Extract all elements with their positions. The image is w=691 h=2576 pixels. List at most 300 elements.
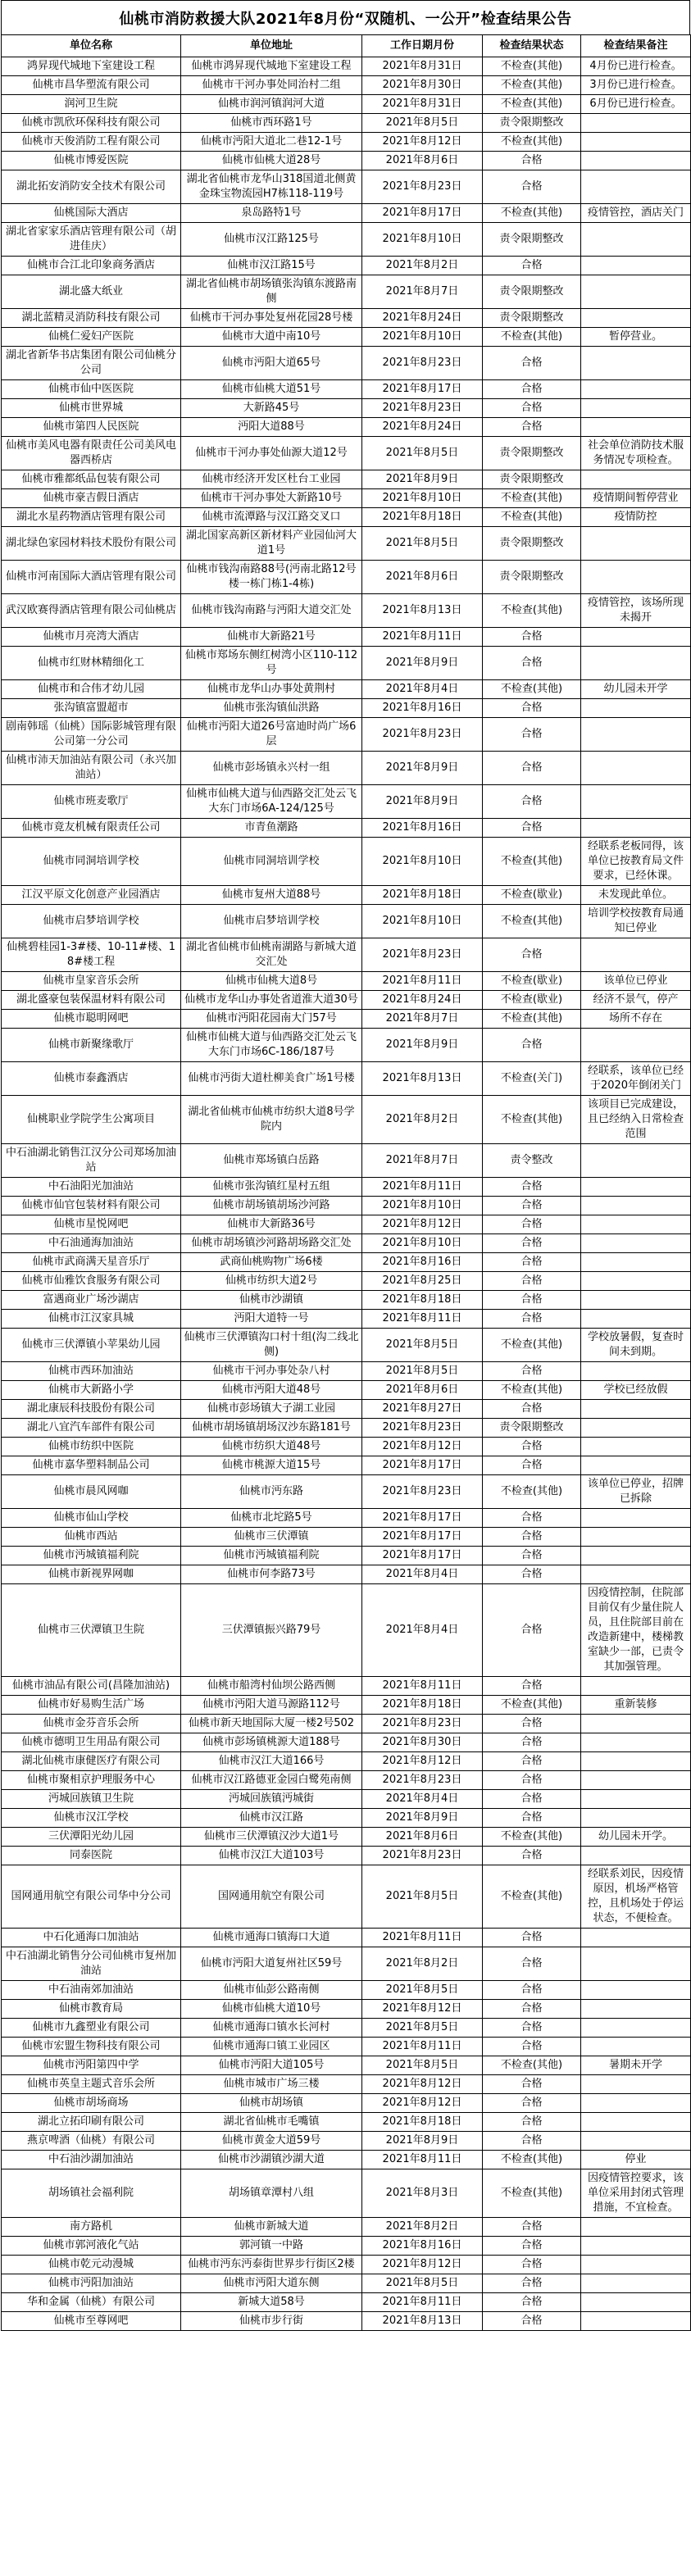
cell-unit-name: 仙桃市昌华塑流有限公司: [2, 76, 181, 95]
cell-result-status: 不检查(其他): [483, 1828, 581, 1847]
cell-result-status: 合格: [483, 2218, 581, 2237]
cell-work-date: 2021年8月23日: [362, 170, 483, 204]
cell-work-date: 2021年8月10日: [362, 328, 483, 347]
cell-unit-address: 仙桃市复州大道88号: [181, 886, 362, 905]
cell-work-date: 2021年8月12日: [362, 2075, 483, 2094]
cell-work-date: 2021年8月12日: [362, 1215, 483, 1234]
cell-unit-name: 仙桃市仙山学校: [2, 1509, 181, 1528]
cell-work-date: 2021年8月10日: [362, 1234, 483, 1253]
cell-unit-name: 剧南韩瑶（仙桃）国际影城管理有限公司第一分公司: [2, 718, 181, 752]
table-row: [2, 1400, 691, 1419]
cell-result-remark: [581, 1215, 691, 1234]
cell-result-remark: [581, 938, 691, 972]
cell-result-status: 不检查(其他): [483, 508, 581, 527]
cell-work-date: 2021年8月11日: [362, 1178, 483, 1197]
cell-unit-address: 湖北国家高新区新材料产业园仙河大道1号: [181, 527, 362, 561]
cell-work-date: 2021年8月5日: [362, 2274, 483, 2293]
cell-unit-name: 仙桃市乾元动漫城: [2, 2256, 181, 2274]
table-row: [2, 905, 691, 938]
cell-result-status: 合格: [483, 1029, 581, 1062]
cell-result-status: 合格: [483, 2094, 581, 2113]
cell-work-date: 2021年8月18日: [362, 1696, 483, 1715]
cell-result-status: 合格: [483, 170, 581, 204]
cell-unit-name: 湖北蓝精灵消防科技有限公司: [2, 309, 181, 328]
cell-unit-name: 润河卫生院: [2, 95, 181, 114]
cell-unit-address: 仙桃市船湾村仙坝公路西侧: [181, 1677, 362, 1696]
cell-unit-address: 仙桃市干河办事处仙源大道12号: [181, 437, 362, 470]
cell-unit-name: 三伏潭阳光幼儿园: [2, 1828, 181, 1847]
cell-unit-address: 仙桃市干河办事处复州花园28号楼: [181, 309, 362, 328]
table-row: [2, 838, 691, 886]
cell-result-status: 合格: [483, 380, 581, 399]
table-row: [2, 2237, 691, 2256]
table-row: [2, 1509, 691, 1528]
cell-unit-name: 仙桃市晨风网咖: [2, 1475, 181, 1509]
cell-unit-name: 中石油通海加油站: [2, 1234, 181, 1253]
cell-unit-address: 仙桃市沙湖镇: [181, 1291, 362, 1310]
cell-result-remark: [581, 1253, 691, 1272]
cell-result-remark: [581, 2218, 691, 2237]
cell-unit-name: 湖北立拓印刷有限公司: [2, 2113, 181, 2132]
cell-unit-name: 仙桃市同洞培训学校: [2, 838, 181, 886]
cell-work-date: 2021年8月23日: [362, 1419, 483, 1438]
cell-work-date: 2021年8月16日: [362, 699, 483, 718]
cell-result-status: 责令限期整改: [483, 437, 581, 470]
cell-result-remark: 经济不景气，停产: [581, 991, 691, 1010]
table-row: [2, 170, 691, 204]
cell-work-date: 2021年8月12日: [362, 2256, 483, 2274]
cell-result-status: 不检查(其他): [483, 328, 581, 347]
cell-result-remark: [581, 1362, 691, 1381]
cell-result-remark: [581, 309, 691, 328]
cell-work-date: 2021年8月11日: [362, 1310, 483, 1329]
table-row: [2, 1381, 691, 1400]
cell-unit-name: 仙桃市泰鑫酒店: [2, 1062, 181, 1096]
header-result-remark: 检查结果备注: [581, 35, 691, 57]
cell-result-status: 合格: [483, 1752, 581, 1771]
cell-result-remark: [581, 2019, 691, 2038]
cell-work-date: 2021年8月11日: [362, 972, 483, 991]
cell-unit-name: 仙桃市仙雅饮食服务有限公司: [2, 1272, 181, 1291]
cell-unit-address: 仙桃市胡场镇胡场沙河路: [181, 1197, 362, 1215]
cell-work-date: 2021年8月18日: [362, 1291, 483, 1310]
cell-result-status: 不检查(其他): [483, 594, 581, 628]
cell-unit-address: 仙桃市胡场镇沙河路胡场路交汇处: [181, 1234, 362, 1253]
table-row: [2, 2274, 691, 2293]
cell-result-remark: [581, 1771, 691, 1790]
table-row: [2, 1272, 691, 1291]
cell-unit-name: 仙桃市大新路小学: [2, 1381, 181, 1400]
cell-unit-name: 仙桃市沛天加油站有限公司（永兴加油站）: [2, 752, 181, 785]
table-row: [2, 1929, 691, 1947]
cell-result-status: 合格: [483, 2274, 581, 2293]
cell-result-remark: 幼儿园未开学。: [581, 1828, 691, 1847]
cell-unit-address: 仙桃市新天地国际大厦一楼2号502: [181, 1715, 362, 1733]
cell-result-remark: [581, 470, 691, 489]
cell-result-status: 合格: [483, 1197, 581, 1215]
cell-result-remark: [581, 2038, 691, 2056]
cell-unit-address: 仙桃市通海口镇水长河村: [181, 2019, 362, 2038]
cell-unit-address: 仙桃市沔阳大道北二巷12-1号: [181, 133, 362, 152]
cell-unit-name: 仙桃市九鑫塑业有限公司: [2, 2019, 181, 2038]
cell-result-status: 合格: [483, 1929, 581, 1947]
cell-unit-name: 仙桃市西环加油站: [2, 1362, 181, 1381]
cell-result-remark: [581, 223, 691, 257]
cell-result-status: 不检查(其他): [483, 1696, 581, 1715]
table-row: [2, 418, 691, 437]
cell-unit-name: 华和金属（仙桃）有限公司: [2, 2293, 181, 2312]
cell-result-status: 合格: [483, 1584, 581, 1677]
cell-unit-name: 燕京啤酒（仙桃）有限公司: [2, 2132, 181, 2151]
cell-result-remark: 暂停营业。: [581, 328, 691, 347]
cell-result-remark: 学校放暑假，复查时间未到期。: [581, 1329, 691, 1362]
cell-unit-address: 仙桃市沔阳大道105号: [181, 2056, 362, 2075]
table-body: [2, 57, 691, 2331]
cell-result-status: 责令限期整改: [483, 275, 581, 309]
cell-work-date: 2021年8月5日: [362, 2019, 483, 2038]
cell-work-date: 2021年8月10日: [362, 489, 483, 508]
cell-work-date: 2021年8月11日: [362, 1677, 483, 1696]
table-row: [2, 1528, 691, 1547]
cell-work-date: 2021年8月11日: [362, 1929, 483, 1947]
table-row: [2, 1715, 691, 1733]
cell-result-remark: [581, 2132, 691, 2151]
table-row: [2, 399, 691, 418]
table-row: [2, 1291, 691, 1310]
table-row: [2, 1362, 691, 1381]
table-row: [2, 328, 691, 347]
cell-result-status: 不检查(关门): [483, 1062, 581, 1096]
cell-unit-name: 中石化通海口加油站: [2, 1929, 181, 1947]
cell-work-date: 2021年8月6日: [362, 152, 483, 170]
cell-work-date: 2021年8月11日: [362, 2293, 483, 2312]
cell-result-status: 合格: [483, 647, 581, 680]
cell-result-remark: [581, 1752, 691, 1771]
table-row: [2, 1010, 691, 1029]
cell-result-status: 不检查(其他): [483, 1096, 581, 1144]
cell-unit-name: 仙桃市美风电器有限责任公司美风电器西桥店: [2, 437, 181, 470]
cell-unit-address: 仙桃市干河办事处同治村二组: [181, 76, 362, 95]
cell-unit-address: 仙桃市通海口镇工业园区: [181, 2038, 362, 2056]
cell-result-status: 合格: [483, 1809, 581, 1828]
cell-unit-name: 仙桃市德明卫生用品有限公司: [2, 1733, 181, 1752]
cell-result-remark: 经联系，该单位已经于2020年倒闭关门: [581, 1062, 691, 1096]
cell-result-remark: [581, 2274, 691, 2293]
cell-result-remark: 重新装修: [581, 1696, 691, 1715]
table-row: [2, 2132, 691, 2151]
cell-result-status: 合格: [483, 257, 581, 275]
cell-result-status: 不检查(其他): [483, 76, 581, 95]
cell-result-remark: 暑期未开学: [581, 2056, 691, 2075]
table-row: [2, 2113, 691, 2132]
cell-unit-address: 仙桃市三伏潭镇沟口村十组(沟二线北侧): [181, 1329, 362, 1362]
table-row: [2, 2151, 691, 2169]
cell-unit-address: 仙桃市龙华山办事处省道淮大道30号: [181, 991, 362, 1010]
table-row: [2, 1197, 691, 1215]
cell-unit-address: 仙桃市郑场东侧红树湾小区110-112号: [181, 647, 362, 680]
cell-unit-name: 南方路机: [2, 2218, 181, 2237]
cell-unit-address: 仙桃市沙湖镇沙湖大道: [181, 2151, 362, 2169]
table-row: [2, 347, 691, 380]
cell-unit-address: 大新路45号: [181, 399, 362, 418]
table-row: [2, 1215, 691, 1234]
cell-unit-address: 仙桃市张沟镇红星村五组: [181, 1178, 362, 1197]
table-row: [2, 1234, 691, 1253]
cell-unit-name: 同泰医院: [2, 1847, 181, 1865]
cell-unit-address: 仙桃市经济开发区杜台工业园: [181, 470, 362, 489]
cell-unit-address: 仙桃市黄金大道59号: [181, 2132, 362, 2151]
cell-unit-address: 仙桃市沔东路: [181, 1475, 362, 1509]
cell-result-remark: 未发现此单位。: [581, 886, 691, 905]
cell-result-remark: [581, 2256, 691, 2274]
cell-result-remark: [581, 380, 691, 399]
cell-unit-name: 仙桃市新视界网咖: [2, 1565, 181, 1584]
cell-work-date: 2021年8月5日: [362, 527, 483, 561]
cell-unit-name: 仙桃市郭河液化气站: [2, 2237, 181, 2256]
cell-result-remark: [581, 1234, 691, 1253]
cell-unit-address: 武商仙桃购物广场6楼: [181, 1253, 362, 1272]
cell-result-remark: [581, 1565, 691, 1584]
table-row: [2, 1329, 691, 1362]
cell-result-remark: [581, 2113, 691, 2132]
cell-result-remark: [581, 2094, 691, 2113]
cell-result-remark: [581, 1144, 691, 1178]
cell-unit-name: 胡场镇社会福利院: [2, 2169, 181, 2218]
cell-work-date: 2021年8月30日: [362, 76, 483, 95]
cell-result-status: 不检查(歇业): [483, 972, 581, 991]
cell-result-remark: 因疫情控制，住院部目前仅有少量住院人员，且住院部目前在改造新建中，楼梯教室缺少一部，已责令其加强管理。: [581, 1584, 691, 1677]
header-result-status: 检查结果状态: [483, 35, 581, 57]
table-row: [2, 1847, 691, 1865]
cell-result-status: 合格: [483, 1947, 581, 1981]
cell-unit-name: 仙桃市教育局: [2, 2000, 181, 2019]
cell-result-remark: [581, 1272, 691, 1291]
cell-result-status: 合格: [483, 2113, 581, 2132]
cell-result-remark: [581, 1419, 691, 1438]
cell-result-remark: [581, 527, 691, 561]
cell-unit-address: 仙桃市仙桃大道28号: [181, 152, 362, 170]
cell-work-date: 2021年8月30日: [362, 1733, 483, 1752]
table-row: [2, 1475, 691, 1509]
cell-result-status: 合格: [483, 347, 581, 380]
cell-unit-address: 仙桃市纺织大道48号: [181, 1438, 362, 1456]
cell-work-date: 2021年8月2日: [362, 1947, 483, 1981]
cell-work-date: 2021年8月6日: [362, 561, 483, 594]
cell-unit-address: 仙桃市郑场镇白岳路: [181, 1144, 362, 1178]
cell-unit-name: 湖北仙桃市康健医疗有限公司: [2, 1752, 181, 1771]
cell-unit-address: 仙桃市仙桃大道与仙西路交汇处云飞大东门市场6A-124/125号: [181, 785, 362, 819]
cell-result-status: 合格: [483, 399, 581, 418]
cell-unit-name: 仙桃市武商满天星音乐厅: [2, 1253, 181, 1272]
table-row: [2, 1584, 691, 1677]
cell-unit-name: 湖北康辰科技股份有限公司: [2, 1400, 181, 1419]
table-row: [2, 938, 691, 972]
cell-work-date: 2021年8月17日: [362, 204, 483, 223]
cell-result-remark: [581, 418, 691, 437]
table-row: [2, 508, 691, 527]
cell-work-date: 2021年8月5日: [362, 1362, 483, 1381]
cell-result-status: 责令限期整改: [483, 114, 581, 133]
cell-result-remark: [581, 1790, 691, 1809]
cell-result-status: 不检查(其他): [483, 95, 581, 114]
table-row: [2, 680, 691, 699]
cell-result-remark: 经联系刘民，因疫情原因，机场严格管控，且机场处于停运状态，不便检查。: [581, 1865, 691, 1929]
table-row: [2, 991, 691, 1010]
cell-result-status: 合格: [483, 785, 581, 819]
cell-result-remark: [581, 170, 691, 204]
cell-unit-name: 仙桃碧桂园1-3#楼、10-11#楼、18#楼工程: [2, 938, 181, 972]
table-row: [2, 1419, 691, 1438]
table-row: [2, 2038, 691, 2056]
cell-unit-address: 仙桃市新城大道: [181, 2218, 362, 2237]
cell-result-status: 合格: [483, 1291, 581, 1310]
cell-result-status: 合格: [483, 1565, 581, 1584]
cell-result-remark: [581, 2237, 691, 2256]
table-row: [2, 2218, 691, 2237]
cell-unit-address: 仙桃市张沟镇仙洪路: [181, 699, 362, 718]
cell-unit-address: 仙桃市北坨路5号: [181, 1509, 362, 1528]
cell-result-remark: 学校已经放假: [581, 1381, 691, 1400]
cell-unit-name: 湖北拓安消防安全技术有限公司: [2, 170, 181, 204]
cell-unit-name: 湖北绿色家园材料技术股份有限公司: [2, 527, 181, 561]
cell-unit-name: 国网通用航空有限公司华中分公司: [2, 1865, 181, 1929]
cell-unit-name: 仙桃仁爱妇产医院: [2, 328, 181, 347]
cell-unit-name: 仙桃市嘉华塑料制品公司: [2, 1456, 181, 1475]
cell-unit-address: 仙桃市三伏潭镇汉沙大道1号: [181, 1828, 362, 1847]
cell-unit-address: 仙桃市沔阳大道东侧: [181, 2274, 362, 2293]
cell-unit-address: 湖北省仙桃市胡场镇张沟镇东渡路南侧: [181, 275, 362, 309]
cell-unit-address: 仙桃市干河办事处杂八村: [181, 1362, 362, 1381]
cell-unit-address: 仙桃市汉江路15号: [181, 257, 362, 275]
cell-unit-address: 仙桃市仙桃大道与仙西路交汇处云飞大东门市场6C-186/187号: [181, 1029, 362, 1062]
cell-result-remark: 因疫情管控要求，该单位采用封闭式管理措施，不宜检查。: [581, 2169, 691, 2218]
cell-work-date: 2021年8月12日: [362, 1438, 483, 1456]
cell-unit-address: 仙桃市钱沟南路与沔阳大道交汇处: [181, 594, 362, 628]
cell-unit-name: 张沟镇富盟超市: [2, 699, 181, 718]
cell-result-status: 合格: [483, 1215, 581, 1234]
cell-result-status: 不检查(其他): [483, 1381, 581, 1400]
cell-result-status: 不检查(其他): [483, 838, 581, 886]
table-row: [2, 470, 691, 489]
cell-unit-address: 沔阳大道88号: [181, 418, 362, 437]
table-row: [2, 1438, 691, 1456]
cell-work-date: 2021年8月13日: [362, 594, 483, 628]
inspection-result-table: [1, 34, 691, 2331]
cell-unit-address: 仙桃市沔阳大道48号: [181, 1381, 362, 1400]
cell-result-remark: [581, 1400, 691, 1419]
cell-result-status: 合格: [483, 699, 581, 718]
cell-unit-name: 中石油湖北销售分公司仙桃市复州加油站: [2, 1947, 181, 1981]
cell-work-date: 2021年8月31日: [362, 95, 483, 114]
cell-result-status: 不检查(其他): [483, 1010, 581, 1029]
cell-result-remark: 场所不存在: [581, 1010, 691, 1029]
cell-work-date: 2021年8月9日: [362, 1029, 483, 1062]
cell-unit-name: 武汉欧赛得酒店管理有限公司仙桃店: [2, 594, 181, 628]
cell-result-remark: 培训学校按教育局通知已停业: [581, 905, 691, 938]
cell-unit-name: 仙桃市星悦网吧: [2, 1215, 181, 1234]
cell-unit-name: 湖北盛大纸业: [2, 275, 181, 309]
cell-work-date: 2021年8月17日: [362, 380, 483, 399]
cell-result-remark: [581, 1847, 691, 1865]
cell-result-remark: [581, 1310, 691, 1329]
cell-result-remark: 疫情管控，该场所现未揭开: [581, 594, 691, 628]
cell-result-status: 合格: [483, 2038, 581, 2056]
cell-unit-name: 仙桃市博爱医院: [2, 152, 181, 170]
table-row: [2, 1565, 691, 1584]
cell-result-remark: 6月份已进行检查。: [581, 95, 691, 114]
cell-work-date: 2021年8月9日: [362, 752, 483, 785]
cell-work-date: 2021年8月3日: [362, 2169, 483, 2218]
cell-unit-name: 仙桃市沔阳第四中学: [2, 2056, 181, 2075]
cell-unit-address: 仙桃市城市广场三楼: [181, 2075, 362, 2094]
table-row: [2, 2293, 691, 2312]
cell-result-status: 合格: [483, 2075, 581, 2094]
cell-result-remark: [581, 785, 691, 819]
table-row: [2, 1547, 691, 1565]
cell-unit-address: 仙桃市汉江大道103号: [181, 1847, 362, 1865]
cell-result-status: 合格: [483, 1362, 581, 1381]
cell-unit-address: 湖北省仙桃市仙桃市纺织大道8号学院内: [181, 1096, 362, 1144]
cell-work-date: 2021年8月7日: [362, 1010, 483, 1029]
cell-unit-name: 仙桃市班麦歌厅: [2, 785, 181, 819]
cell-result-remark: [581, 1456, 691, 1475]
cell-result-status: 合格: [483, 1547, 581, 1565]
table-row: [2, 1062, 691, 1096]
header-work-date: 工作日期月份: [362, 35, 483, 57]
table-row: [2, 1144, 691, 1178]
cell-unit-address: 仙桃市三伏潭镇: [181, 1528, 362, 1547]
cell-unit-name: 仙桃市油品有限公司(昌隆加油站): [2, 1677, 181, 1696]
table-row: [2, 76, 691, 95]
cell-result-remark: [581, 1677, 691, 1696]
cell-unit-address: 仙桃市仙桃大道51号: [181, 380, 362, 399]
cell-unit-name: 湖北省家家乐酒店管理有限公司（胡进佳庆）: [2, 223, 181, 257]
cell-unit-address: 沔城回族镇沔城街: [181, 1790, 362, 1809]
cell-work-date: 2021年8月4日: [362, 1790, 483, 1809]
cell-result-remark: [581, 2000, 691, 2019]
table-row: [2, 2312, 691, 2331]
cell-result-remark: [581, 399, 691, 418]
cell-unit-address: 仙桃市仙桃大道10号: [181, 2000, 362, 2019]
cell-unit-name: 仙桃市新聚缘歌厅: [2, 1029, 181, 1062]
cell-unit-name: 江汉平原文化创意产业园酒店: [2, 886, 181, 905]
cell-unit-name: 仙桃市仙官包装材料有限公司: [2, 1197, 181, 1215]
cell-result-remark: [581, 647, 691, 680]
cell-unit-name: 仙桃市第四人民医院: [2, 418, 181, 437]
cell-result-status: 不检查(歇业): [483, 991, 581, 1010]
cell-result-remark: 该单位已停业，招牌已拆除: [581, 1475, 691, 1509]
cell-unit-address: 湖北省仙桃市仙桃南湖路与新城大道交汇处: [181, 938, 362, 972]
table-row: [2, 785, 691, 819]
table-row: [2, 972, 691, 991]
cell-unit-name: 仙桃市月亮湾大酒店: [2, 628, 181, 647]
cell-result-remark: 经联系老板同得，该单位已按教育局文件要求，已经休课。: [581, 838, 691, 886]
cell-unit-name: 仙桃市英皇主题式音乐会所: [2, 2075, 181, 2094]
cell-result-remark: [581, 1029, 691, 1062]
cell-result-remark: [581, 1197, 691, 1215]
cell-unit-name: 仙桃市竟友机械有限责任公司: [2, 819, 181, 838]
cell-unit-name: 仙桃市启梦培训学校: [2, 905, 181, 938]
cell-result-status: 合格: [483, 418, 581, 437]
cell-unit-address: 新城大道58号: [181, 2293, 362, 2312]
cell-unit-name: 仙桃市三伏潭镇小苹果幼儿园: [2, 1329, 181, 1362]
table-row: [2, 647, 691, 680]
table-row: [2, 380, 691, 399]
cell-result-status: 不检查(其他): [483, 2056, 581, 2075]
cell-work-date: 2021年8月23日: [362, 347, 483, 380]
cell-unit-name: 仙桃市纺织中医院: [2, 1438, 181, 1456]
cell-result-status: 不检查(其他): [483, 2151, 581, 2169]
